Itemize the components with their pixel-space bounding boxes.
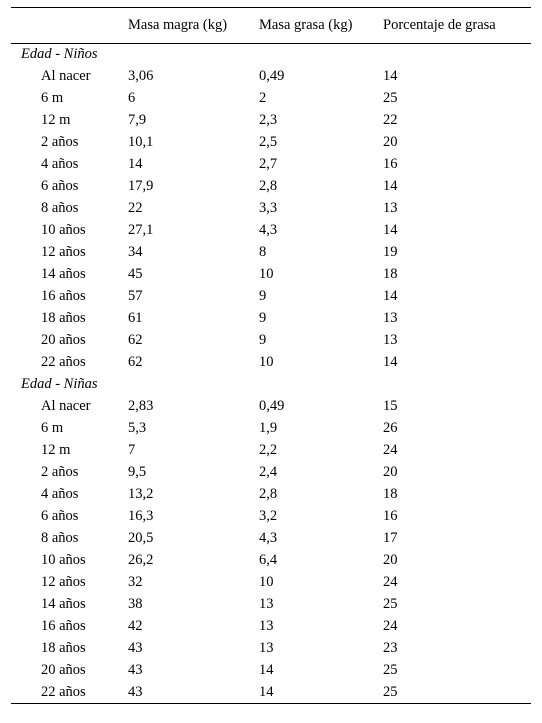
age-cell: 6 años — [41, 178, 79, 194]
fat-mass-cell: 4,3 — [259, 222, 278, 238]
lean-mass-cell: 27,1 — [128, 222, 154, 238]
fat-mass-cell: 9 — [259, 310, 267, 326]
table-row — [11, 264, 531, 286]
table-row — [11, 220, 531, 242]
lean-mass-cell: 22 — [128, 200, 143, 216]
table-row — [11, 330, 531, 352]
fat-percent-cell: 14 — [383, 354, 398, 370]
header-age — [11, 8, 128, 44]
table-row — [11, 154, 531, 176]
age-cell: 12 m — [41, 442, 71, 458]
fat-mass-cell: 9 — [259, 332, 267, 348]
fat-percent-cell: 14 — [383, 178, 398, 194]
fat-percent-cell: 14 — [383, 288, 398, 304]
fat-percent-cell: 20 — [383, 464, 398, 480]
table-row — [11, 484, 531, 506]
fat-percent-cell: 13 — [383, 200, 398, 216]
fat-percent-cell: 25 — [383, 90, 398, 106]
fat-percent-cell: 24 — [383, 442, 398, 458]
lean-mass-cell: 5,3 — [128, 420, 147, 436]
age-cell: 2 años — [41, 134, 79, 150]
table-row — [11, 660, 531, 682]
header-row — [11, 8, 531, 44]
fat-mass-cell: 14 — [259, 662, 274, 678]
age-cell: 6 m — [41, 90, 64, 106]
group-header-row — [11, 374, 531, 396]
table-row — [11, 682, 531, 704]
fat-percent-cell: 26 — [383, 420, 398, 436]
age-cell: 6 m — [41, 420, 64, 436]
lean-mass-cell: 61 — [128, 310, 143, 326]
table-row — [11, 462, 531, 484]
age-cell: 12 años — [41, 244, 86, 260]
fat-percent-cell: 25 — [383, 682, 531, 704]
fat-percent-cell: 20 — [383, 134, 398, 150]
fat-percent-cell: 13 — [383, 332, 398, 348]
age-cell: 6 años — [41, 508, 79, 524]
lean-mass-cell: 7 — [128, 442, 136, 458]
table-row — [11, 418, 531, 440]
lean-mass-cell: 62 — [128, 332, 143, 348]
fat-mass-cell: 2,4 — [259, 464, 278, 480]
fat-mass-cell: 1,9 — [259, 420, 278, 436]
lean-mass-cell: 34 — [128, 244, 143, 260]
fat-mass-cell: 2,2 — [259, 442, 278, 458]
lean-mass-cell: 43 — [128, 682, 259, 704]
fat-percent-cell: 18 — [383, 486, 398, 502]
table-row — [11, 550, 531, 572]
table-row — [11, 528, 531, 550]
lean-mass-cell: 43 — [128, 640, 143, 656]
table-row — [11, 132, 531, 154]
lean-mass-cell: 10,1 — [128, 134, 154, 150]
fat-mass-cell: 8 — [259, 244, 267, 260]
group-label: Edad - Niños — [21, 46, 98, 63]
table-row — [11, 396, 531, 418]
lean-mass-cell: 20,5 — [128, 530, 154, 546]
table-row — [11, 66, 531, 88]
fat-mass-cell: 0,49 — [259, 398, 285, 414]
table-header — [11, 8, 531, 44]
lean-mass-cell: 57 — [128, 288, 143, 304]
table-row — [11, 88, 531, 110]
fat-mass-cell: 10 — [259, 266, 274, 282]
lean-mass-cell: 62 — [128, 354, 143, 370]
lean-mass-cell: 9,5 — [128, 464, 147, 480]
age-cell: 18 años — [41, 640, 86, 656]
fat-mass-cell: 2,5 — [259, 134, 278, 150]
fat-percent-cell: 19 — [383, 244, 398, 260]
age-cell: 16 años — [41, 618, 86, 634]
table-row — [11, 616, 531, 638]
group-label: Edad - Niñas — [21, 376, 98, 392]
fat-mass-cell: 2,7 — [259, 156, 278, 172]
age-cell: 8 años — [41, 200, 79, 216]
lean-mass-cell: 2,83 — [128, 398, 154, 414]
age-cell: 12 m — [41, 112, 71, 128]
table-row — [11, 176, 531, 198]
fat-percent-cell: 24 — [383, 574, 398, 590]
age-cell: 10 años — [41, 552, 86, 568]
lean-mass-cell: 13,2 — [128, 486, 154, 502]
fat-percent-cell: 25 — [383, 662, 398, 678]
lean-mass-cell: 14 — [128, 156, 143, 172]
fat-mass-cell: 0,49 — [259, 68, 285, 84]
fat-percent-cell: 14 — [383, 222, 398, 238]
age-cell: 8 años — [41, 530, 79, 546]
fat-mass-cell: 10 — [259, 574, 274, 590]
fat-mass-cell: 3,3 — [259, 200, 278, 216]
fat-mass-cell: 2,8 — [259, 178, 278, 194]
fat-percent-cell: 22 — [383, 112, 398, 128]
lean-mass-cell: 43 — [128, 662, 143, 678]
fat-mass-cell: 4,3 — [259, 530, 278, 546]
fat-mass-cell: 9 — [259, 288, 267, 304]
table-row — [11, 198, 531, 220]
table-row — [11, 286, 531, 308]
age-cell: 20 años — [41, 332, 86, 348]
lean-mass-cell: 3,06 — [128, 68, 154, 84]
fat-mass-cell: 6,4 — [259, 552, 278, 568]
fat-mass-cell: 2 — [259, 90, 267, 106]
age-cell: 2 años — [41, 464, 79, 480]
table-row — [11, 594, 531, 616]
fat-mass-cell: 2,3 — [259, 112, 278, 128]
lean-mass-cell: 7,9 — [128, 112, 147, 128]
fat-mass-cell: 13 — [259, 596, 274, 612]
age-cell: 22 años — [11, 682, 128, 704]
age-cell: Al nacer — [41, 398, 91, 414]
age-cell: 4 años — [41, 156, 79, 172]
group-header-row — [11, 44, 531, 66]
lean-mass-cell: 32 — [128, 574, 143, 590]
fat-percent-cell: 16 — [383, 508, 398, 524]
table-row — [11, 440, 531, 462]
lean-mass-cell: 16,3 — [128, 508, 154, 524]
fat-percent-cell: 13 — [383, 310, 398, 326]
body-composition-table — [11, 7, 531, 704]
header-lean-mass: Masa magra (kg) — [128, 8, 259, 44]
table-row — [11, 572, 531, 594]
table-row — [11, 308, 531, 330]
fat-percent-cell: 16 — [383, 156, 398, 172]
table-row — [11, 110, 531, 132]
age-cell: 16 años — [41, 288, 86, 304]
age-cell: 12 años — [41, 574, 86, 590]
fat-percent-cell: 18 — [383, 266, 398, 282]
age-cell: 14 años — [41, 596, 86, 612]
age-cell: 10 años — [41, 222, 86, 238]
age-cell: Al nacer — [41, 68, 91, 84]
table-row — [11, 242, 531, 264]
lean-mass-cell: 45 — [128, 266, 143, 282]
age-cell: 22 años — [41, 354, 86, 370]
header-fat-percent: Porcentaje de grasa — [383, 8, 531, 44]
fat-mass-cell: 13 — [259, 640, 274, 656]
lean-mass-cell: 6 — [128, 90, 136, 106]
fat-percent-cell: 23 — [383, 640, 398, 656]
fat-mass-cell: 14 — [259, 682, 383, 704]
lean-mass-cell: 38 — [128, 596, 143, 612]
table-row — [11, 506, 531, 528]
fat-mass-cell: 10 — [259, 354, 274, 370]
fat-mass-cell: 2,8 — [259, 486, 278, 502]
age-cell: 4 años — [41, 486, 79, 502]
age-cell: 18 años — [41, 310, 86, 326]
fat-percent-cell: 24 — [383, 618, 398, 634]
fat-percent-cell: 17 — [383, 530, 398, 546]
fat-mass-cell: 3,2 — [259, 508, 278, 524]
table-body — [11, 44, 531, 704]
fat-percent-cell: 25 — [383, 596, 398, 612]
header-fat-mass: Masa grasa (kg) — [259, 8, 383, 44]
table-row — [11, 638, 531, 660]
fat-percent-cell: 20 — [383, 552, 398, 568]
age-cell: 14 años — [41, 266, 86, 282]
lean-mass-cell: 42 — [128, 618, 143, 634]
fat-mass-cell: 13 — [259, 618, 274, 634]
table-row — [11, 352, 531, 374]
body-composition-table-container — [11, 7, 531, 704]
lean-mass-cell: 17,9 — [128, 178, 154, 194]
lean-mass-cell: 26,2 — [128, 552, 154, 568]
fat-percent-cell: 15 — [383, 398, 398, 414]
fat-percent-cell: 14 — [383, 68, 398, 84]
age-cell: 20 años — [41, 662, 86, 678]
